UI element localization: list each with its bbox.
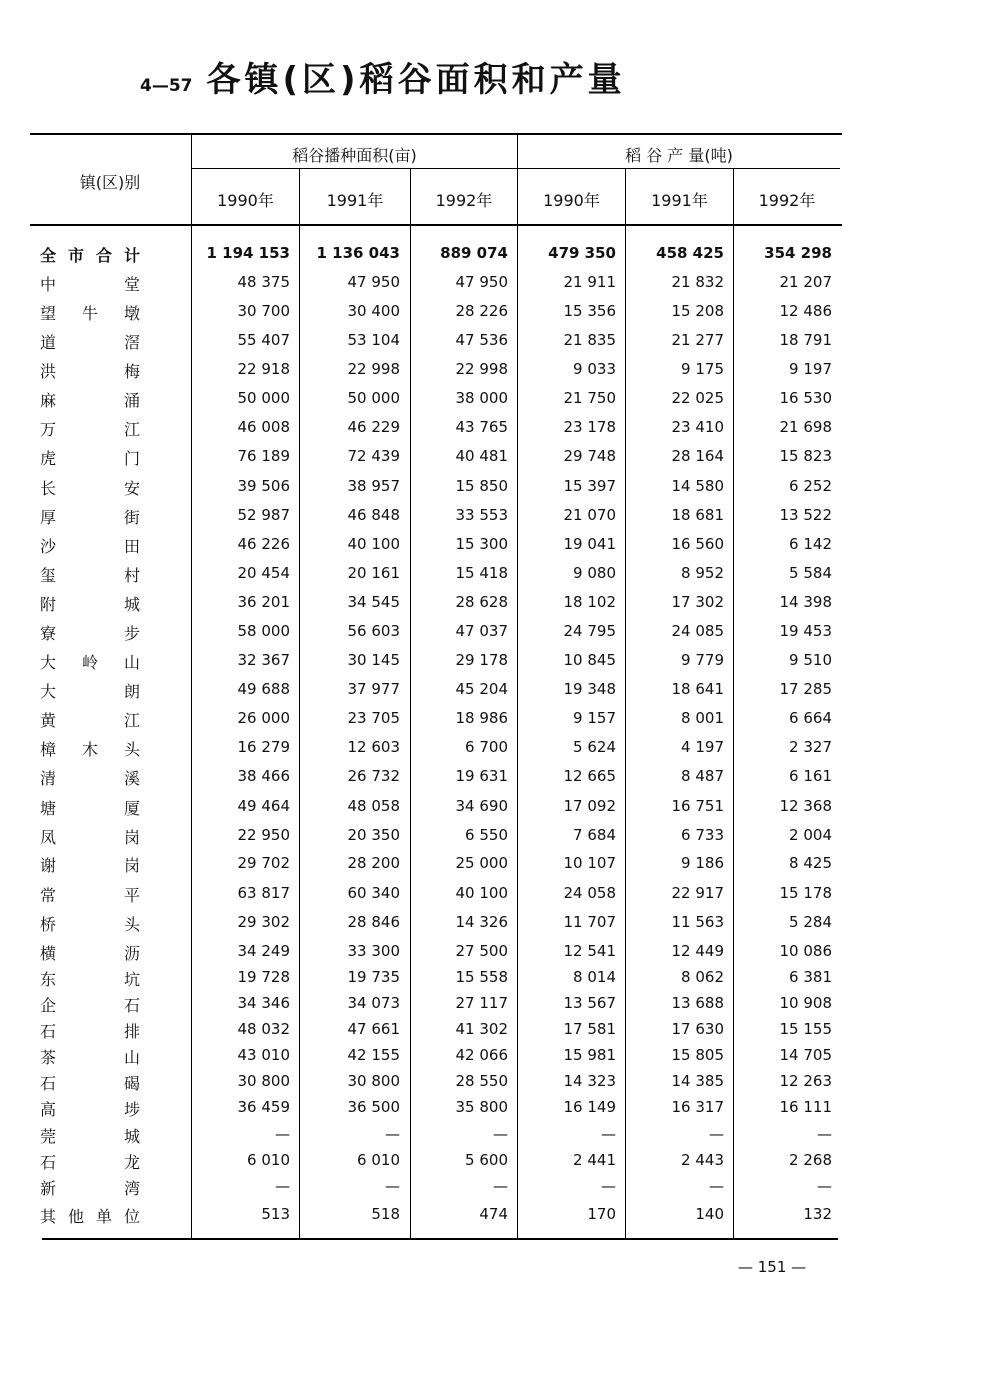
table-cell: —	[275, 1177, 290, 1195]
table-cell: 42 155	[347, 1046, 400, 1064]
table-cell: 15 208	[671, 302, 724, 320]
table-cell: 24 085	[671, 622, 724, 640]
table-cell: —	[493, 1177, 508, 1195]
table-cell: 47 950	[455, 273, 508, 291]
table-cell: 29 702	[237, 854, 290, 872]
table-cell: 15 805	[671, 1046, 724, 1064]
table-cell: 40 100	[347, 535, 400, 553]
table-cell: 17 285	[779, 680, 832, 698]
table-cell: 43 010	[237, 1046, 290, 1064]
table-cell: 46 848	[347, 506, 400, 524]
table-cell: 14 580	[671, 477, 724, 495]
table-cell: 22 998	[347, 360, 400, 378]
table-cell: 26 000	[237, 709, 290, 727]
table-cell: 38 000	[455, 389, 508, 407]
table-cell: —	[817, 1125, 832, 1143]
table-cell: 21 911	[563, 273, 616, 291]
table-cell: 30 800	[347, 1072, 400, 1090]
table-cell: 17 630	[671, 1020, 724, 1038]
row-label: 其 他 单 位	[40, 1207, 140, 1226]
table-cell: 33 300	[347, 942, 400, 960]
table-cell: 10 086	[779, 942, 832, 960]
table-cell: 889 074	[440, 244, 508, 262]
table-cell: 14 398	[779, 593, 832, 611]
table-cell: 12 449	[671, 942, 724, 960]
table-cell: 36 201	[237, 593, 290, 611]
table-cell: 39 506	[237, 477, 290, 495]
table-cell: 2 441	[573, 1151, 616, 1169]
table-cell: 15 178	[779, 884, 832, 902]
table-cell: 12 486	[779, 302, 832, 320]
table-cell: 6 010	[357, 1151, 400, 1169]
table-cell: 6 161	[789, 767, 832, 785]
row-label: 高 埗	[40, 1100, 140, 1119]
table-cell: 12 665	[563, 767, 616, 785]
table-cell: 63 817	[237, 884, 290, 902]
row-label: 虎 门	[40, 449, 140, 468]
table-cell: 8 425	[789, 854, 832, 872]
table-cell: 15 155	[779, 1020, 832, 1038]
table-cell: 28 846	[347, 913, 400, 931]
table-cell: 15 558	[455, 968, 508, 986]
table-cell: 8 952	[681, 564, 724, 582]
row-label: 附 城	[40, 595, 140, 614]
table-cell: 49 688	[237, 680, 290, 698]
table-cell: 52 987	[237, 506, 290, 524]
table-cell: 14 323	[563, 1072, 616, 1090]
row-label: 麻 涌	[40, 391, 140, 410]
table-cell: 8 062	[681, 968, 724, 986]
row-label: 望 牛 墩	[40, 304, 140, 323]
row-label: 中 堂	[40, 275, 140, 294]
year-header: 1992年	[435, 191, 493, 210]
table-cell: 21 698	[779, 418, 832, 436]
row-label: 桥 头	[40, 915, 140, 934]
table-cell: 30 800	[237, 1072, 290, 1090]
table-cell: 18 681	[671, 506, 724, 524]
table-cell: —	[385, 1177, 400, 1195]
table-cell: 513	[261, 1205, 290, 1223]
table-cell: 28 628	[455, 593, 508, 611]
table-cell: 9 175	[681, 360, 724, 378]
table-cell: 34 346	[237, 994, 290, 1012]
table-cell: 19 735	[347, 968, 400, 986]
table-cell: 15 356	[563, 302, 616, 320]
table-cell: 40 100	[455, 884, 508, 902]
table-cell: 170	[587, 1205, 616, 1223]
table-cell: 21 750	[563, 389, 616, 407]
table-cell: 8 487	[681, 767, 724, 785]
row-label: 玺 村	[40, 566, 140, 585]
row-label: 万 江	[40, 420, 140, 439]
table-cell: 36 500	[347, 1098, 400, 1116]
table-cell: 27 500	[455, 942, 508, 960]
table-cell: —	[709, 1177, 724, 1195]
table-cell: 47 536	[455, 331, 508, 349]
row-label: 茶 山	[40, 1048, 140, 1067]
table-cell: 354 298	[764, 244, 832, 262]
table-cell: 14 385	[671, 1072, 724, 1090]
table-cell: 21 835	[563, 331, 616, 349]
table-cell: 15 823	[779, 447, 832, 465]
row-label: 谢 岗	[40, 856, 140, 875]
table-cell: 17 302	[671, 593, 724, 611]
table-cell: 10 908	[779, 994, 832, 1012]
table-cell: 12 368	[779, 797, 832, 815]
table-cell: 5 600	[465, 1151, 508, 1169]
area-group-header: 稻谷播种面积(亩)	[292, 146, 417, 165]
row-label: 东 坑	[40, 970, 140, 989]
table-cell: 13 567	[563, 994, 616, 1012]
table-cell: 6 010	[247, 1151, 290, 1169]
table-cell: 18 641	[671, 680, 724, 698]
table-cell: 29 178	[455, 651, 508, 669]
table-cell: 18 102	[563, 593, 616, 611]
table-cell: 23 705	[347, 709, 400, 727]
row-label: 樟 木 头	[40, 740, 140, 759]
table-cell: —	[817, 1177, 832, 1195]
table-cell: 22 950	[237, 826, 290, 844]
table-cell: 76 189	[237, 447, 290, 465]
table-cell: 40 481	[455, 447, 508, 465]
table-cell: 21 207	[779, 273, 832, 291]
row-label: 莞 城	[40, 1127, 140, 1146]
table-cell: 46 008	[237, 418, 290, 436]
table-cell: 458 425	[656, 244, 724, 262]
table-cell: 5 584	[789, 564, 832, 582]
table-cell: 16 279	[237, 738, 290, 756]
table-cell: —	[601, 1177, 616, 1195]
table-cell: 6 733	[681, 826, 724, 844]
table-cell: 20 161	[347, 564, 400, 582]
table-cell: 14 326	[455, 913, 508, 931]
year-header: 1991年	[326, 191, 384, 210]
table-cell: 9 510	[789, 651, 832, 669]
table-cell: 14 705	[779, 1046, 832, 1064]
table-cell: 15 300	[455, 535, 508, 553]
table-cell: 49 464	[237, 797, 290, 815]
table-cell: 21 832	[671, 273, 724, 291]
table-cell: 60 340	[347, 884, 400, 902]
row-label: 大 岭 山	[40, 653, 140, 672]
table-cell: 5 284	[789, 913, 832, 931]
page-number: — 151 —	[738, 1258, 807, 1276]
table-cell: 37 977	[347, 680, 400, 698]
table-cell: 29 748	[563, 447, 616, 465]
table-cell: 12 541	[563, 942, 616, 960]
table-cell: 19 453	[779, 622, 832, 640]
table-cell: 22 917	[671, 884, 724, 902]
table-cell: 41 302	[455, 1020, 508, 1038]
row-label: 新 湾	[40, 1179, 140, 1198]
table-cell: 2 004	[789, 826, 832, 844]
table-cell: 47 037	[455, 622, 508, 640]
table-cell: 29 302	[237, 913, 290, 931]
bottom-rule	[42, 1238, 838, 1240]
table-cell: 132	[803, 1205, 832, 1223]
year-header: 1990年	[543, 191, 600, 210]
row-label: 寮 步	[40, 624, 140, 643]
row-label: 石 龙	[40, 1153, 140, 1172]
row-label: 长 安	[40, 479, 140, 498]
table-cell: 1 194 153	[206, 244, 290, 262]
table-cell: 20 350	[347, 826, 400, 844]
table-number: 4—57	[140, 76, 193, 96]
table-cell: 9 157	[573, 709, 616, 727]
table-cell: 5 624	[573, 738, 616, 756]
row-label: 大 朗	[40, 682, 140, 701]
table-cell: 17 581	[563, 1020, 616, 1038]
table-cell: 17 092	[563, 797, 616, 815]
table-cell: 20 454	[237, 564, 290, 582]
table-cell: 19 041	[563, 535, 616, 553]
table-cell: 28 200	[347, 854, 400, 872]
table-cell: 26 732	[347, 767, 400, 785]
table-cell: 2 443	[681, 1151, 724, 1169]
row-label: 塘 厦	[40, 799, 140, 818]
table-cell: 21 277	[671, 331, 724, 349]
table-cell: 6 700	[465, 738, 508, 756]
table-cell: 43 765	[455, 418, 508, 436]
year-header: 1990年	[217, 191, 274, 210]
table-cell: 10 845	[563, 651, 616, 669]
row-label: 全 市 合 计	[40, 246, 140, 265]
table-cell: 7 684	[573, 826, 616, 844]
table-cell: 6 381	[789, 968, 832, 986]
table-cell: 28 164	[671, 447, 724, 465]
group-header-rule	[192, 168, 840, 169]
table-cell: 56 603	[347, 622, 400, 640]
row-label: 清 溪	[40, 769, 140, 788]
output-group-header: 稻 谷 产 量(吨)	[625, 146, 733, 165]
table-cell: 140	[695, 1205, 724, 1223]
table-cell: 32 367	[237, 651, 290, 669]
table-cell: 1 136 043	[316, 244, 400, 262]
row-label: 常 平	[40, 886, 140, 905]
table-cell: 42 066	[455, 1046, 508, 1064]
table-cell: 479 350	[548, 244, 616, 262]
row-label: 厚 街	[40, 508, 140, 527]
row-label: 道 滘	[40, 333, 140, 352]
table-cell: 22 998	[455, 360, 508, 378]
table-cell: 53 104	[347, 331, 400, 349]
table-cell: 9 186	[681, 854, 724, 872]
row-label: 凤 岗	[40, 828, 140, 847]
table-cell: 35 800	[455, 1098, 508, 1116]
table-cell: 47 661	[347, 1020, 400, 1038]
table-cell: 33 553	[455, 506, 508, 524]
table-cell: 18 986	[455, 709, 508, 727]
row-header-label: 镇(区)别	[79, 173, 141, 192]
table-cell: 8 001	[681, 709, 724, 727]
table-cell: 46 229	[347, 418, 400, 436]
table-cell: 9 197	[789, 360, 832, 378]
table-cell: 38 466	[237, 767, 290, 785]
table-cell: 12 603	[347, 738, 400, 756]
table-cell: 48 032	[237, 1020, 290, 1038]
table-cell: 16 149	[563, 1098, 616, 1116]
table-cell: 46 226	[237, 535, 290, 553]
table-cell: 48 375	[237, 273, 290, 291]
table-cell: 50 000	[237, 389, 290, 407]
table-cell: 6 142	[789, 535, 832, 553]
table-title	[140, 52, 626, 101]
table-cell: —	[601, 1125, 616, 1143]
table-cell: 22 918	[237, 360, 290, 378]
row-label: 企 石	[40, 996, 140, 1015]
table-cell: 16 530	[779, 389, 832, 407]
table-cell: 13 688	[671, 994, 724, 1012]
table-cell: 518	[371, 1205, 400, 1223]
table-cell: 9 033	[573, 360, 616, 378]
table-cell: 28 226	[455, 302, 508, 320]
table-cell: 9 080	[573, 564, 616, 582]
table-cell: 6 252	[789, 477, 832, 495]
table-cell: 38 957	[347, 477, 400, 495]
table-cell: 21 070	[563, 506, 616, 524]
table-cell: 16 751	[671, 797, 724, 815]
row-label: 黄 江	[40, 711, 140, 730]
table-cell: 19 348	[563, 680, 616, 698]
row-label: 石 碣	[40, 1074, 140, 1093]
top-rule	[30, 133, 842, 135]
table-cell: 6 664	[789, 709, 832, 727]
table-cell: 48 058	[347, 797, 400, 815]
table-cell: 45 204	[455, 680, 508, 698]
table-cell: —	[275, 1125, 290, 1143]
table-cell: 19 728	[237, 968, 290, 986]
table-cell: 34 545	[347, 593, 400, 611]
table-cell: 15 850	[455, 477, 508, 495]
table-cell: 25 000	[455, 854, 508, 872]
table-cell: 34 690	[455, 797, 508, 815]
row-label: 洪 梅	[40, 362, 140, 381]
table-cell: 15 981	[563, 1046, 616, 1064]
table-cell: 11 707	[563, 913, 616, 931]
table-cell: 8 014	[573, 968, 616, 986]
table-cell: 10 107	[563, 854, 616, 872]
table-cell: —	[385, 1125, 400, 1143]
table-cell: 58 000	[237, 622, 290, 640]
table-cell: 34 249	[237, 942, 290, 960]
table-cell: 15 397	[563, 477, 616, 495]
table-cell: 16 111	[779, 1098, 832, 1116]
table-cell: 27 117	[455, 994, 508, 1012]
table-cell: 12 263	[779, 1072, 832, 1090]
table-cell: 36 459	[237, 1098, 290, 1116]
table-cell: 11 563	[671, 913, 724, 931]
table-cell: 50 000	[347, 389, 400, 407]
table-cell: 24 058	[563, 884, 616, 902]
table-cell: 16 560	[671, 535, 724, 553]
table-cell: 15 418	[455, 564, 508, 582]
table-cell: 22 025	[671, 389, 724, 407]
table-cell: —	[493, 1125, 508, 1143]
table-cell: 4 197	[681, 738, 724, 756]
table-cell: 30 700	[237, 302, 290, 320]
table-cell: 23 410	[671, 418, 724, 436]
table-cell: 2 268	[789, 1151, 832, 1169]
year-header: 1992年	[758, 191, 816, 210]
table-cell: 19 631	[455, 767, 508, 785]
table-cell: 474	[479, 1205, 508, 1223]
table-cell: 23 178	[563, 418, 616, 436]
table-cell: 13 522	[779, 506, 832, 524]
table-cell: 72 439	[347, 447, 400, 465]
table-cell: 30 400	[347, 302, 400, 320]
table-cell: 2 327	[789, 738, 832, 756]
table-cell: 16 317	[671, 1098, 724, 1116]
header-bottom-rule	[30, 224, 842, 226]
table-cell: 18 791	[779, 331, 832, 349]
table-cell: —	[709, 1125, 724, 1143]
row-label: 横 沥	[40, 944, 140, 963]
table-cell: 6 550	[465, 826, 508, 844]
row-label: 石 排	[40, 1022, 140, 1041]
table-cell: 47 950	[347, 273, 400, 291]
table-cell: 34 073	[347, 994, 400, 1012]
table-cell: 24 795	[563, 622, 616, 640]
table-cell: 28 550	[455, 1072, 508, 1090]
row-label: 沙 田	[40, 537, 140, 556]
page-title: 各镇(区)稻谷面积和产量	[206, 60, 626, 100]
year-header: 1991年	[651, 191, 708, 210]
table-cell: 30 145	[347, 651, 400, 669]
table-cell: 9 779	[681, 651, 724, 669]
table-cell: 55 407	[237, 331, 290, 349]
